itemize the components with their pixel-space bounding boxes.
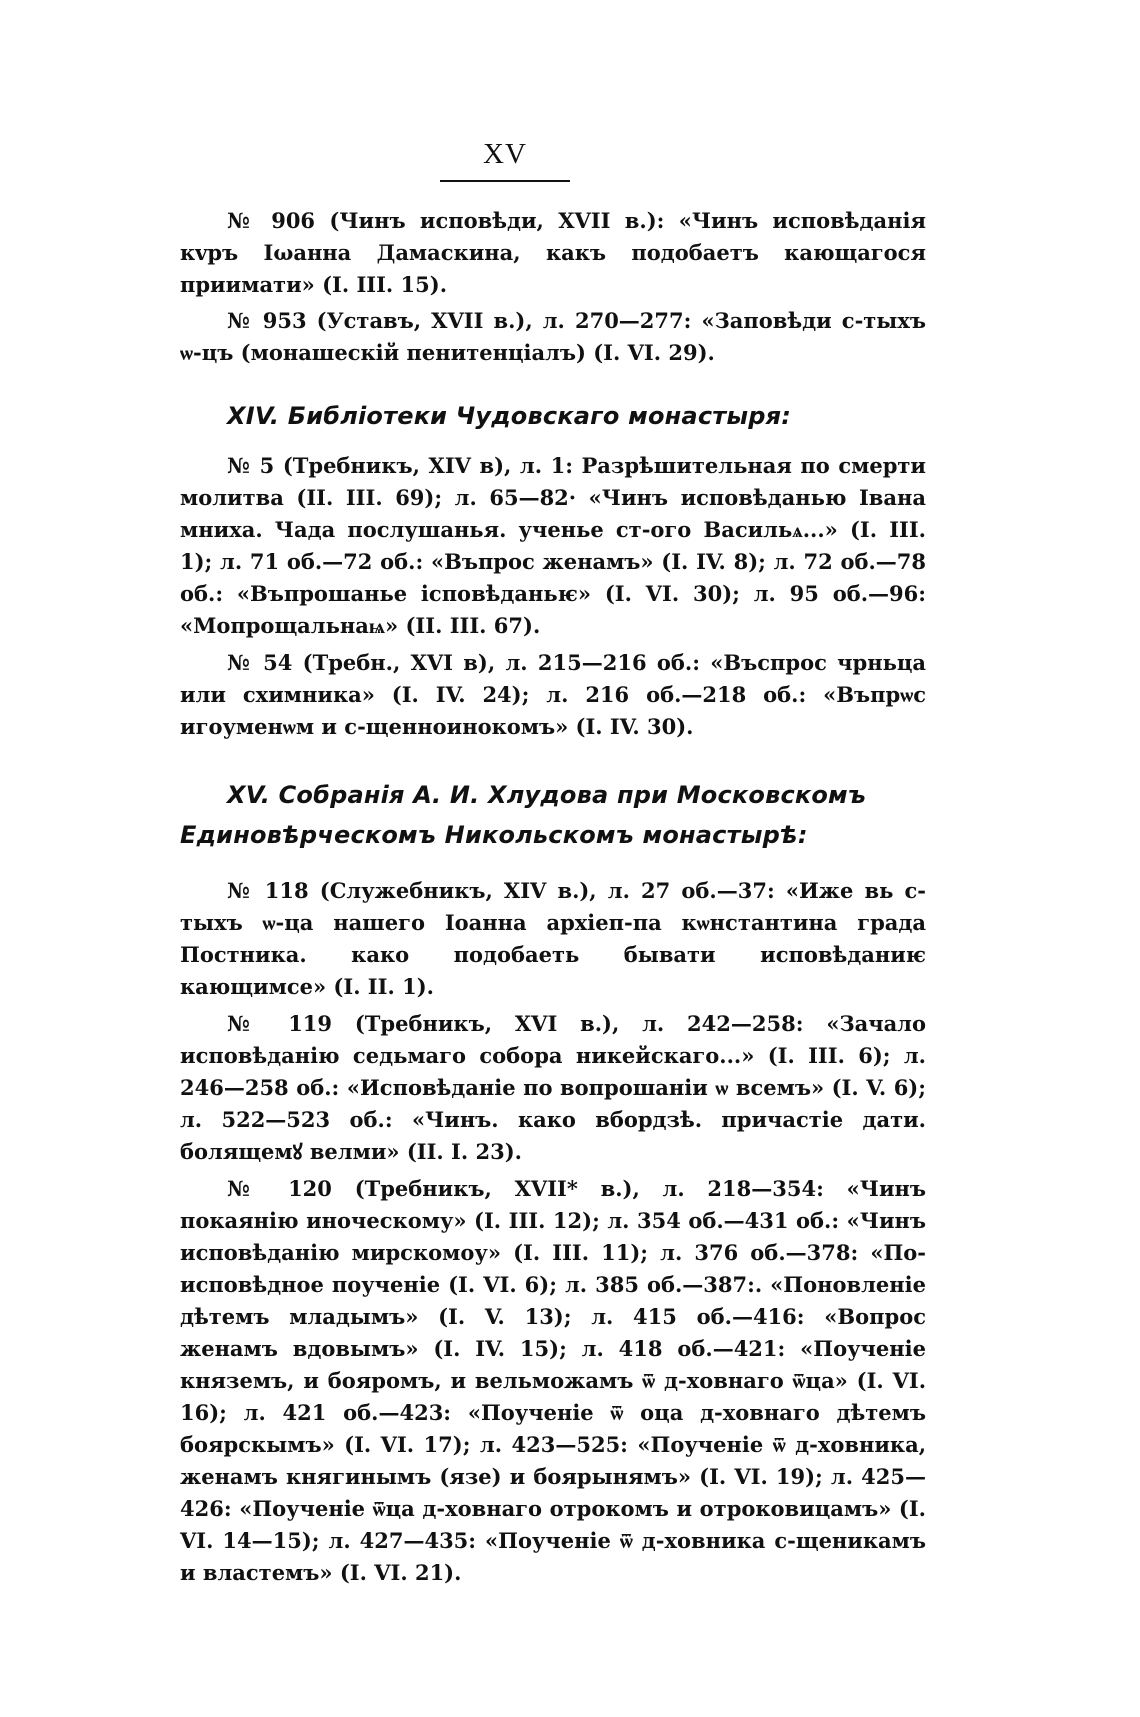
manuscript-entry-54: № 54 (Требн., XVI в), л. 215—216 об.: «Въспрос чрньца или схимника» (I. IV. 24); л. 216 об.—218 об.: «Въпрѡс игоуменѡм и с-щенноинокомъ» (I. IV. 30). xyxy=(180,650,926,739)
manuscript-entry-906: № 906 (Чинъ исповѣди, XVII в.): «Чинъ исповѣданія кvръ Іωанна Дамаскина, какъ подобаетъ кающагося приимати» (I. III. 15). xyxy=(180,208,926,297)
manuscript-entry-953: № 953 (Уставъ, XVII в.), л. 270—277: «Заповѣди с-тыхъ ѡ-цъ (монашескій пенитенціалъ) (I. VI. 29). xyxy=(180,308,926,365)
page-number: XV xyxy=(483,138,527,170)
manuscript-entry-119: № 119 (Требникъ, XVI в.), л. 242—258: «Зачало исповѣданію седьмаго собора никейскаго...» (I. III. 6); л. 246—258 об.: «Исповѣданіе по вопрошаніи ѡ всемъ» (I. V. 6); л. 522—523 об.: «Чинъ. како вбордзѣ. причастіе дати. болящемꙋ велми» (II. I. 23). xyxy=(180,1011,926,1164)
page-number-rule xyxy=(440,180,570,182)
manuscript-entry-118: № 118 (Служебникъ, XIV в.), л. 27 об.—37: «Иже вь с-тыхъ ѡ-ца нашего Іоанна архіеп-па кѡнстантина града Постника. како подобаеть бывати исповѣданиѥ кающимсе» (I. II. 1). xyxy=(180,878,926,999)
page-content xyxy=(180,205,926,1593)
spacer xyxy=(180,855,926,875)
manuscript-entry-5: № 5 (Требникъ, XIV в), л. 1: Разрѣшительная по смерти молитва (II. III. 69); л. 65—82· «Чинъ исповѣданью Івана мниха. Чада послушанья. ученье ст-ого Васильѧ...» (I. III. 1); л. 71 об.—72 об.: «Въпрос женамъ» (I. IV. 8); л. 72 об.—78 об.: «Въпрошанье ісповѣданьѥ» (I. VI. 30); л. 95 об.—96: «Мопрощальнаѩ» (II. III. 67). xyxy=(180,453,926,638)
section-heading-xiv: XIV. Библіотеки Чудовскаго монастыря: xyxy=(227,402,792,430)
spacer xyxy=(180,373,926,396)
book-page xyxy=(180,0,926,1717)
spacer xyxy=(180,747,926,775)
manuscript-entry-120: № 120 (Требникъ, XVII* в.), л. 218—354: «Чинъ покаянію иноческому» (I. III. 12); л. 354 об.—431 об.: «Чинъ исповѣданію мирскомоу» (I. III. 11); л. 376 об.—378: «По-исповѣдное поученіе (I. VI. 6); л. 385 об.—387:. «Поновленіе дѣтемъ младымъ» (I. V. 13); л. 415 об.—416: «Вопрос женамъ вдовымъ» (I. IV. 15); л. 418 об.—421: «Поученіе княземъ, и бояромъ, и вельможамъ ѿ д-ховнаго ѿца» (I. VI. 16); л. 421 об.—423: «Поученіе ѿ оца д-ховнаго дѣтемъ боярскымъ» (I. VI. 17); л. 423—525: «Поученіе ѿ д-ховника, женамъ княгинымъ (язе) и боярынямъ» (I. VI. 19); л. 425—426: «Поученіе ѿца д-ховнаго отрокомъ и отроковицамъ» (I. VI. 14—15); л. 427—435: «Поученіе ѿ д-ховника с-щеникамъ и властемъ» (I. VI. 21). xyxy=(180,1176,926,1585)
spacer xyxy=(180,436,926,450)
section-heading-xv: XV. Собранія А. И. Хлудова при Московскомъ Единовѣрческомъ Никольскомъ монастырѣ: xyxy=(180,781,867,849)
